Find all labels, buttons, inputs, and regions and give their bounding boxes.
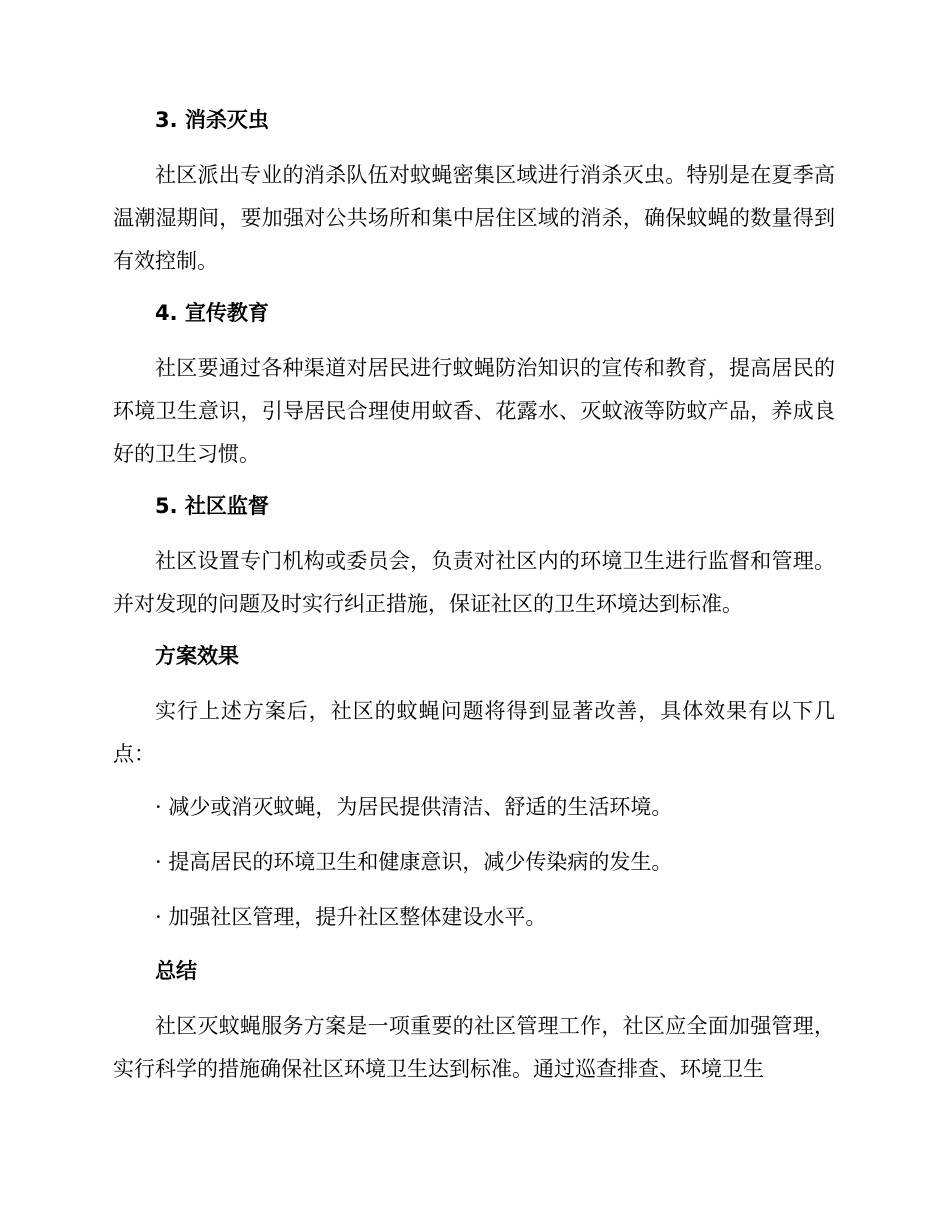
section-paragraph-effects: 实行上述方案后，社区的蚊蝇问题将得到显著改善，具体效果有以下几点： [113,699,835,766]
section-paragraph-summary: 社区灭蚊蝇服务方案是一项重要的社区管理工作，社区应全面加强管理，实行科学的措施确保社区环境卫生达到标准。通过巡查排查、环境卫生 [113,1014,835,1081]
section-paragraph-supervision: 社区设置专门机构或委员会，负责对社区内的环境卫生进行监督和管理。并对发现的问题及时实行纠正措施，保证社区的卫生环境达到标准。 [113,549,835,616]
section-heading-supervision: 5. 社区监督 [155,494,269,518]
section-heading-education: 4. 宣传教育 [155,301,269,325]
effect-bullet-item: · 加强社区管理，提升社区整体建设水平。 [155,905,547,929]
effect-bullet-item: · 提高居民的环境卫生和健康意识，减少传染病的发生。 [155,850,673,874]
document-page [113,100,835,1101]
section-heading-summary: 总结 [155,959,197,983]
effect-bullet-item: · 减少或消灭蚊蝇，为居民提供清洁、舒适的生活环境。 [155,795,673,819]
section-paragraph-disinfection: 社区派出专业的消杀队伍对蚊蝇密集区域进行消杀灭虫。特别是在夏季高温潮湿期间，要加强对公共场所和集中居住区域的消杀，确保蚊蝇的数量得到有效控制。 [113,163,835,273]
section-heading-effects: 方案效果 [155,644,239,668]
section-heading-disinfection: 3. 消杀灭虫 [155,108,269,132]
section-paragraph-education: 社区要通过各种渠道对居民进行蚊蝇防治知识的宣传和教育，提高居民的环境卫生意识，引导居民合理使用蚊香、花露水、灭蚊液等防蚊产品，养成良好的卫生习惯。 [113,356,835,466]
